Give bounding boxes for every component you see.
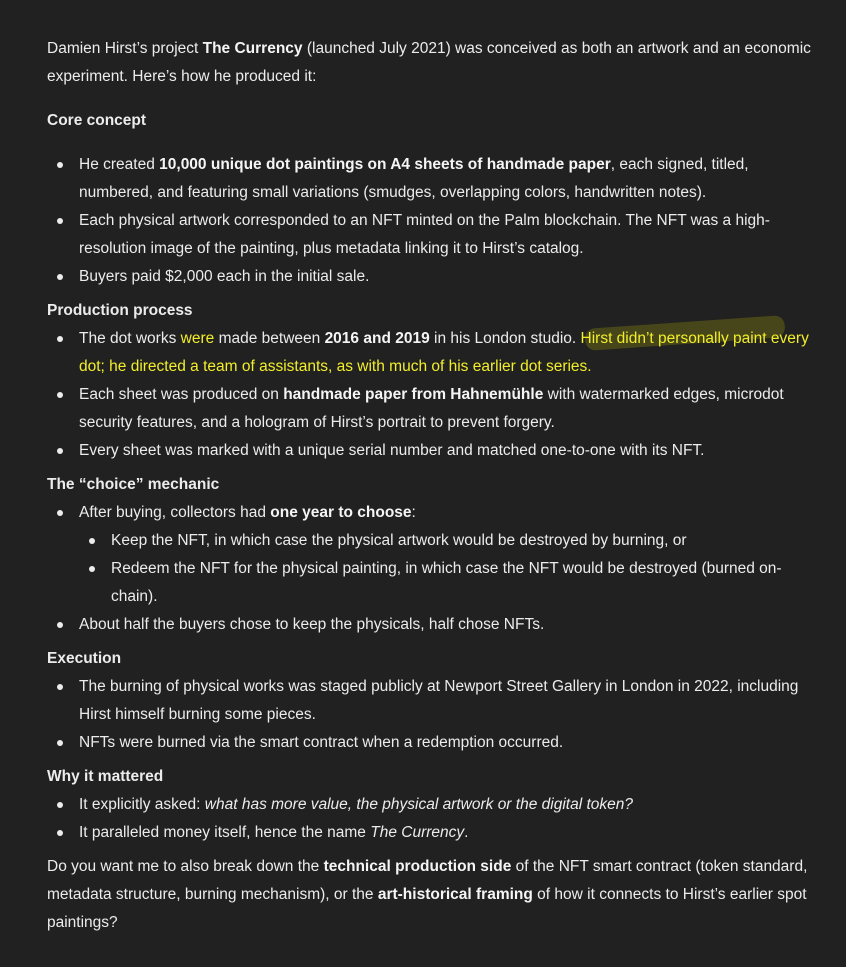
list-item: Each physical artwork corresponded to an NFT minted on the Palm blockchain. The NFT was a high-resolution image of the painting, plus metadata linking it to Hirst’s catalog. — [47, 207, 822, 263]
item-text: Each sheet was produced on — [79, 386, 284, 403]
closing-paragraph — [47, 853, 822, 937]
item-text: made between — [214, 330, 325, 347]
item-bold: 10,000 unique dot paintings on A4 sheets of handmade paper — [159, 156, 611, 173]
closing-bold: technical production side — [323, 858, 512, 875]
heading-choice-mechanic: The “choice” mechanic — [47, 476, 220, 493]
highlighted-text: Hirst didn’t personally paint every dot; he directed a team of assistants, as with much of his earlier dot series. — [79, 330, 809, 375]
heading-execution: Execution — [47, 650, 122, 667]
sub-list-item: Redeem the NFT for the physical painting, in which case the NFT would be destroyed (burned on-chain). — [79, 555, 822, 611]
why-list — [47, 791, 822, 847]
choice-sublist — [79, 527, 822, 611]
item-text: . — [464, 824, 469, 841]
item-text: , each signed, titled, numbered, and featuring small variations (smudges, overlapping colors, handwritten notes). — [79, 156, 749, 201]
list-item — [47, 151, 822, 207]
heading-production-process: Production process — [47, 302, 193, 319]
production-list — [47, 325, 822, 465]
intro-text-end: (launched July 2021) was conceived as both an artwork and an economic experiment. Here’s how he produced it: — [47, 40, 811, 85]
item-bold: 2016 and 2019 — [324, 330, 430, 347]
item-text: in his London studio. — [429, 330, 581, 347]
item-italic: what has more value, the physical artwork or the digital token? — [204, 796, 633, 813]
execution-list — [47, 673, 822, 757]
closing-text: of the NFT smart contract (token standard, metadata structure, burning mechanism), or the — [47, 858, 808, 903]
item-bold: handmade paper from Hahnemühle — [283, 386, 544, 403]
item-text: It paralleled money itself, hence the name — [79, 824, 371, 841]
highlighted-text: were — [180, 330, 215, 347]
assistant-message — [47, 35, 822, 937]
item-text: with watermarked edges, microdot security features, and a hologram of Hirst’s portrait to prevent forgery. — [79, 386, 784, 431]
choice-list — [47, 499, 822, 639]
item-italic: The Currency — [370, 824, 465, 841]
list-item: Buyers paid $2,000 each in the initial sale. — [47, 263, 822, 291]
intro-text: Damien Hirst’s project — [47, 40, 203, 57]
intro-bold-title: The Currency — [202, 40, 303, 57]
heading-core-concept: Core concept — [47, 112, 147, 129]
heading-why-it-mattered: Why it mattered — [47, 768, 164, 785]
list-item — [47, 381, 822, 437]
closing-text: of how it connects to Hirst’s earlier spot paintings? — [47, 886, 807, 931]
item-text: After buying, collectors had — [79, 504, 271, 521]
list-item — [47, 325, 822, 381]
item-text: : — [411, 504, 416, 521]
item-bold: one year to choose — [270, 504, 412, 521]
sub-list-item: Keep the NFT, in which case the physical artwork would be destroyed by burning, or — [79, 527, 822, 555]
core-concept-list — [47, 151, 822, 291]
list-item: NFTs were burned via the smart contract when a redemption occurred. — [47, 729, 822, 757]
list-item: Every sheet was marked with a unique serial number and matched one-to-one with its NFT. — [47, 437, 822, 465]
item-text: It explicitly asked: — [79, 796, 205, 813]
item-text: He created — [79, 156, 160, 173]
list-item: About half the buyers chose to keep the physicals, half chose NFTs. — [47, 611, 822, 639]
list-item — [47, 819, 822, 847]
intro-paragraph — [47, 35, 822, 91]
list-item — [47, 499, 822, 611]
list-item — [47, 791, 822, 819]
closing-bold: art-historical framing — [377, 886, 533, 903]
list-item: The burning of physical works was staged publicly at Newport Street Gallery in London in 2022, including Hirst himself burning some pieces. — [47, 673, 822, 729]
closing-text: Do you want me to also break down the — [47, 858, 324, 875]
item-text: The dot works — [79, 330, 181, 347]
